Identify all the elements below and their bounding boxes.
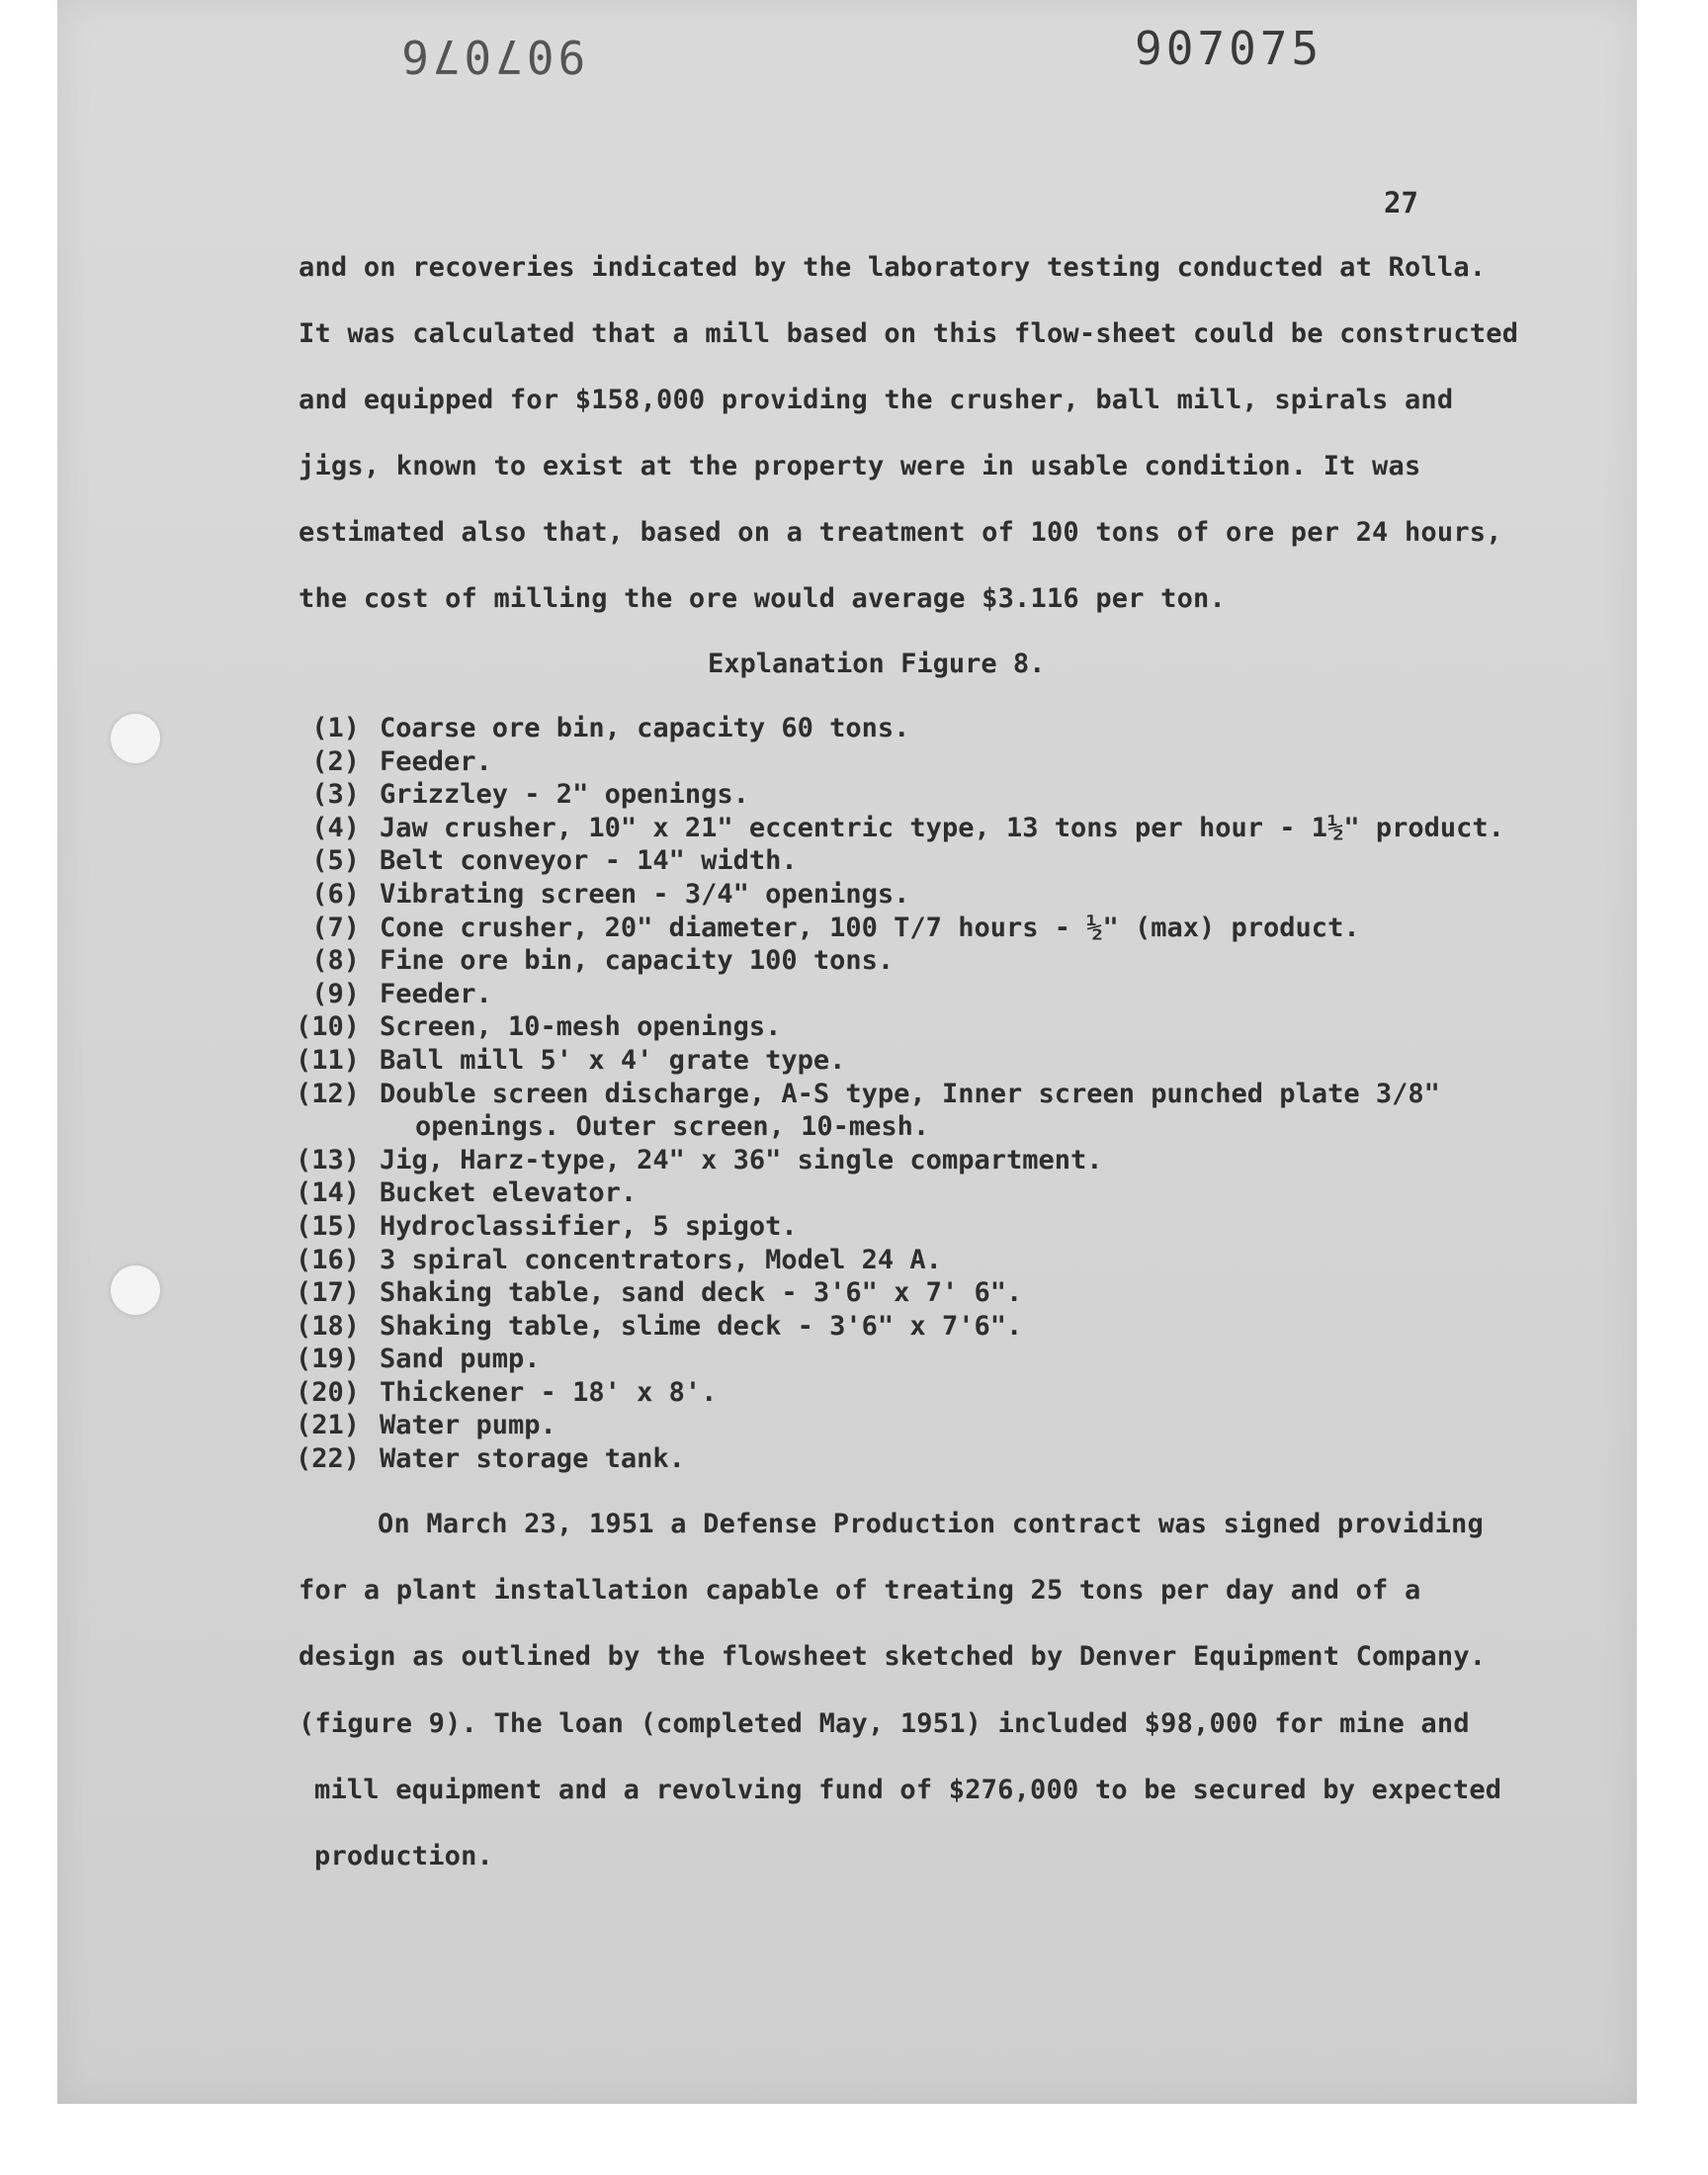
- closing-line: for a plant installation capable of treating 25 tons per day and of a: [299, 1575, 1421, 1606]
- item-text: Feeder.: [380, 745, 492, 777]
- closing-line: design as outlined by the flowsheet sketched by Denver Equipment Company.: [299, 1641, 1487, 1672]
- list-item: [279, 778, 1564, 812]
- mirrored-stamp: 907076: [397, 30, 586, 83]
- item-text: 3 spiral concentrators, Model 24 A.: [380, 1244, 942, 1275]
- item-text-continuation: openings. Outer screen, 10-mesh.: [415, 1111, 930, 1143]
- item-number: (3): [311, 779, 360, 811]
- list-item: [279, 1442, 1564, 1476]
- list-item: [279, 1210, 1564, 1244]
- item-number: (17): [295, 1277, 360, 1309]
- item-number: (2): [311, 745, 360, 777]
- intro-line: estimated also that, based on a treatment of 100 tons of ore per 24 hours,: [299, 517, 1502, 548]
- intro-line: jigs, known to exist at the property were in usable condition. It was: [299, 451, 1421, 481]
- item-text: Feeder.: [380, 978, 492, 1009]
- item-number: (5): [311, 845, 360, 877]
- closing-line: production.: [314, 1841, 494, 1871]
- item-number: (20): [295, 1376, 360, 1408]
- item-number: (19): [295, 1344, 360, 1375]
- figure-heading: Explanation Figure 8.: [708, 649, 1046, 679]
- list-item: [279, 745, 1564, 779]
- list-item: [279, 978, 1564, 1011]
- item-text: Screen, 10-mesh openings.: [380, 1011, 782, 1043]
- list-item-continuation: [279, 1110, 1564, 1144]
- intro-line: and equipped for $158,000 providing the crusher, ball mill, spirals and: [299, 385, 1454, 415]
- intro-line: It was calculated that a mill based on this flow-sheet could be constructed: [299, 318, 1519, 349]
- item-text: Hydroclassifier, 5 spigot.: [380, 1210, 798, 1242]
- list-item: [279, 1010, 1564, 1044]
- item-number: (16): [295, 1244, 360, 1275]
- item-text: Shaking table, slime deck - 3'6" x 7'6".: [380, 1310, 1023, 1342]
- list-item: [279, 1276, 1564, 1310]
- item-text: Double screen discharge, A-S type, Inner screen punched plate 3/8": [380, 1078, 1440, 1109]
- item-text: Coarse ore bin, capacity 60 tons.: [380, 713, 910, 743]
- list-item: [279, 1343, 1564, 1376]
- closing-line: On March 23, 1951 a Defense Production contract was signed providing: [378, 1509, 1484, 1539]
- document-stamp: 907075: [1135, 22, 1324, 75]
- item-text: Water storage tank.: [380, 1443, 685, 1475]
- item-number-spacer: [279, 1110, 380, 1144]
- item-text: Sand pump.: [380, 1344, 541, 1375]
- intro-line: the cost of milling the ore would average $3.116 per ton.: [299, 583, 1226, 614]
- page-number: 27: [1384, 186, 1418, 219]
- item-text: Jaw crusher, 10" x 21" eccentric type, 13 tons per hour - 1½" product.: [380, 812, 1504, 843]
- item-number: (13): [295, 1144, 360, 1175]
- item-number: (4): [311, 812, 360, 843]
- list-item: [279, 1176, 1564, 1210]
- list-item: [279, 1376, 1564, 1410]
- item-number: (12): [295, 1078, 360, 1109]
- item-number: (14): [295, 1177, 360, 1209]
- item-number: (9): [311, 978, 360, 1009]
- list-item: [279, 844, 1564, 878]
- item-number: (7): [311, 912, 360, 943]
- list-item: [279, 944, 1564, 978]
- closing-line: mill equipment and a revolving fund of $276,000 to be secured by expected: [314, 1775, 1502, 1805]
- item-text: Fine ore bin, capacity 100 tons.: [380, 945, 895, 977]
- item-number: (22): [295, 1443, 360, 1475]
- list-item: [279, 812, 1564, 845]
- item-text: Grizzley - 2" openings.: [380, 779, 749, 811]
- punch-hole-top: [111, 714, 160, 763]
- list-item: [279, 712, 1564, 745]
- item-text: Shaking table, sand deck - 3'6" x 7' 6".: [380, 1277, 1023, 1309]
- item-number: (21): [295, 1410, 360, 1441]
- item-text: Ball mill 5' x 4' grate type.: [380, 1044, 846, 1076]
- item-text: Thickener - 18' x 8'.: [380, 1376, 718, 1408]
- list-item: [279, 1310, 1564, 1344]
- item-number: (6): [311, 878, 360, 910]
- item-number: (1): [311, 713, 360, 743]
- equipment-list: [279, 712, 1564, 1476]
- item-number: (8): [311, 945, 360, 977]
- punch-hole-bottom: [111, 1265, 160, 1315]
- list-item: [279, 1078, 1564, 1111]
- item-text: Bucket elevator.: [380, 1177, 638, 1209]
- item-number: (15): [295, 1210, 360, 1242]
- list-item: [279, 912, 1564, 945]
- list-item: [279, 1044, 1564, 1078]
- list-item: [279, 878, 1564, 912]
- item-text: Cone crusher, 20" diameter, 100 T/7 hours - ½" (max) product.: [380, 912, 1360, 943]
- item-text: Vibrating screen - 3/4" openings.: [380, 878, 910, 910]
- list-item: [279, 1244, 1564, 1277]
- item-text: Jig, Harz-type, 24" x 36" single compartment.: [380, 1144, 1103, 1175]
- closing-line: (figure 9). The loan (completed May, 1951) included $98,000 for mine and: [299, 1708, 1470, 1739]
- item-number: (11): [295, 1044, 360, 1076]
- item-number: (18): [295, 1310, 360, 1342]
- item-text: Belt conveyor - 14" width.: [380, 845, 798, 877]
- item-text: Water pump.: [380, 1410, 556, 1441]
- list-item: [279, 1144, 1564, 1177]
- intro-line: and on recoveries indicated by the laboratory testing conducted at Rolla.: [299, 252, 1487, 283]
- item-number: (10): [295, 1011, 360, 1043]
- list-item: [279, 1409, 1564, 1442]
